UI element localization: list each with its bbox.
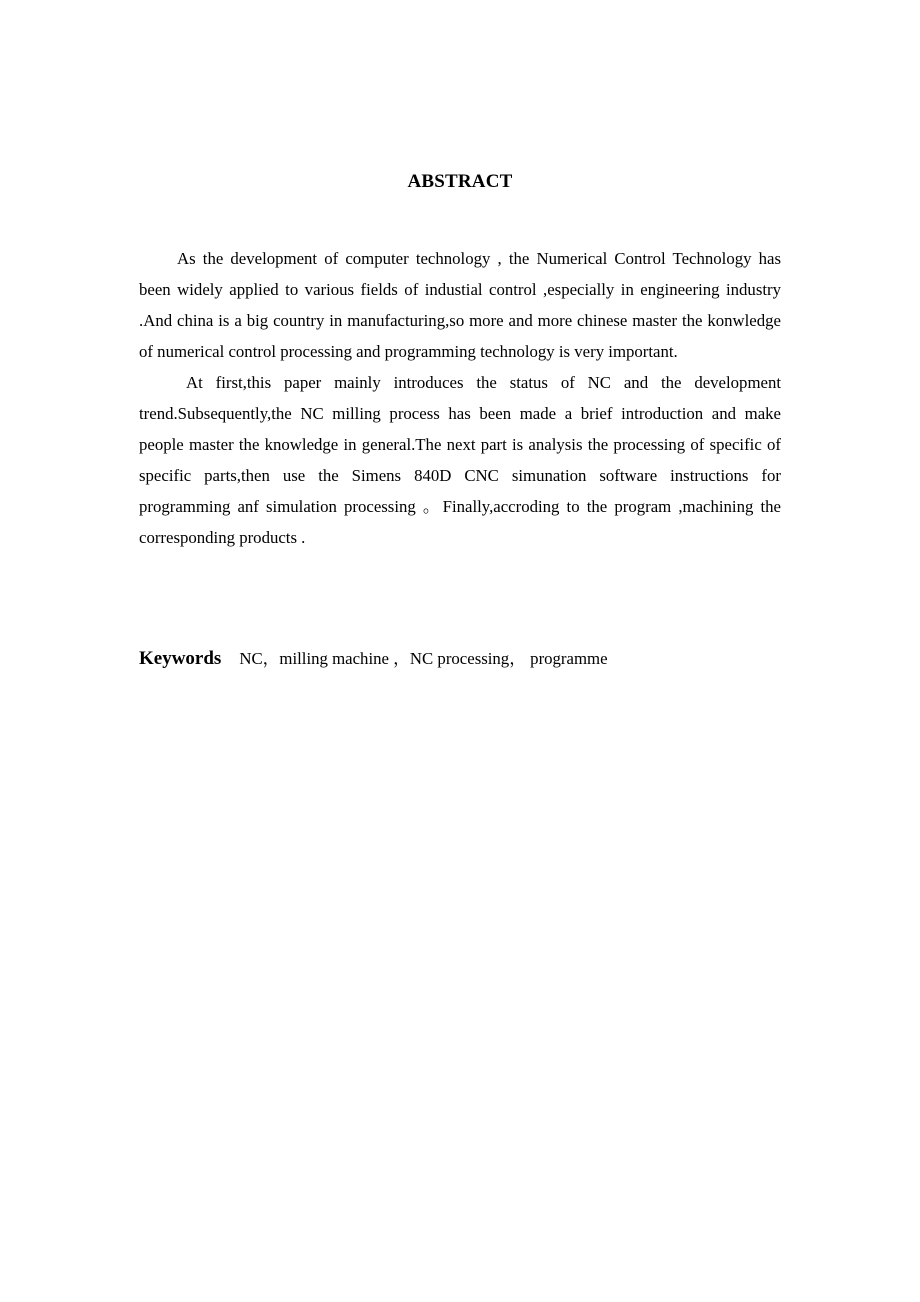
keywords-line bbox=[139, 645, 781, 670]
abstract-title: ABSTRACT bbox=[407, 171, 513, 192]
abstract-paragraph-2: At first,this paper mainly introduces the status of NC and the development trend.Subsequently,the NC milling process has been made a brief introduction and make people master the knowledge in general.The next part is analysis the processing of specific of specific parts,then use the Simens 840D CNC simunation software instructions for programming anf simulation processing 。Finally,accroding to the program ,machining the corresponding products . bbox=[139, 373, 781, 547]
abstract-paragraph-1: As the development of computer technology , the Numerical Control Technology has been widely applied to various fields of industial control ,especially in engineering industry .And china is a big country in manufacturing,so more and more chinese master the konwledge of numerical control processing and programming technology is very important. bbox=[139, 249, 781, 361]
keywords-list: NC，milling machine ，NC processing， programme bbox=[239, 649, 608, 668]
keywords-label: Keywords bbox=[139, 648, 222, 669]
abstract-body bbox=[139, 243, 781, 553]
